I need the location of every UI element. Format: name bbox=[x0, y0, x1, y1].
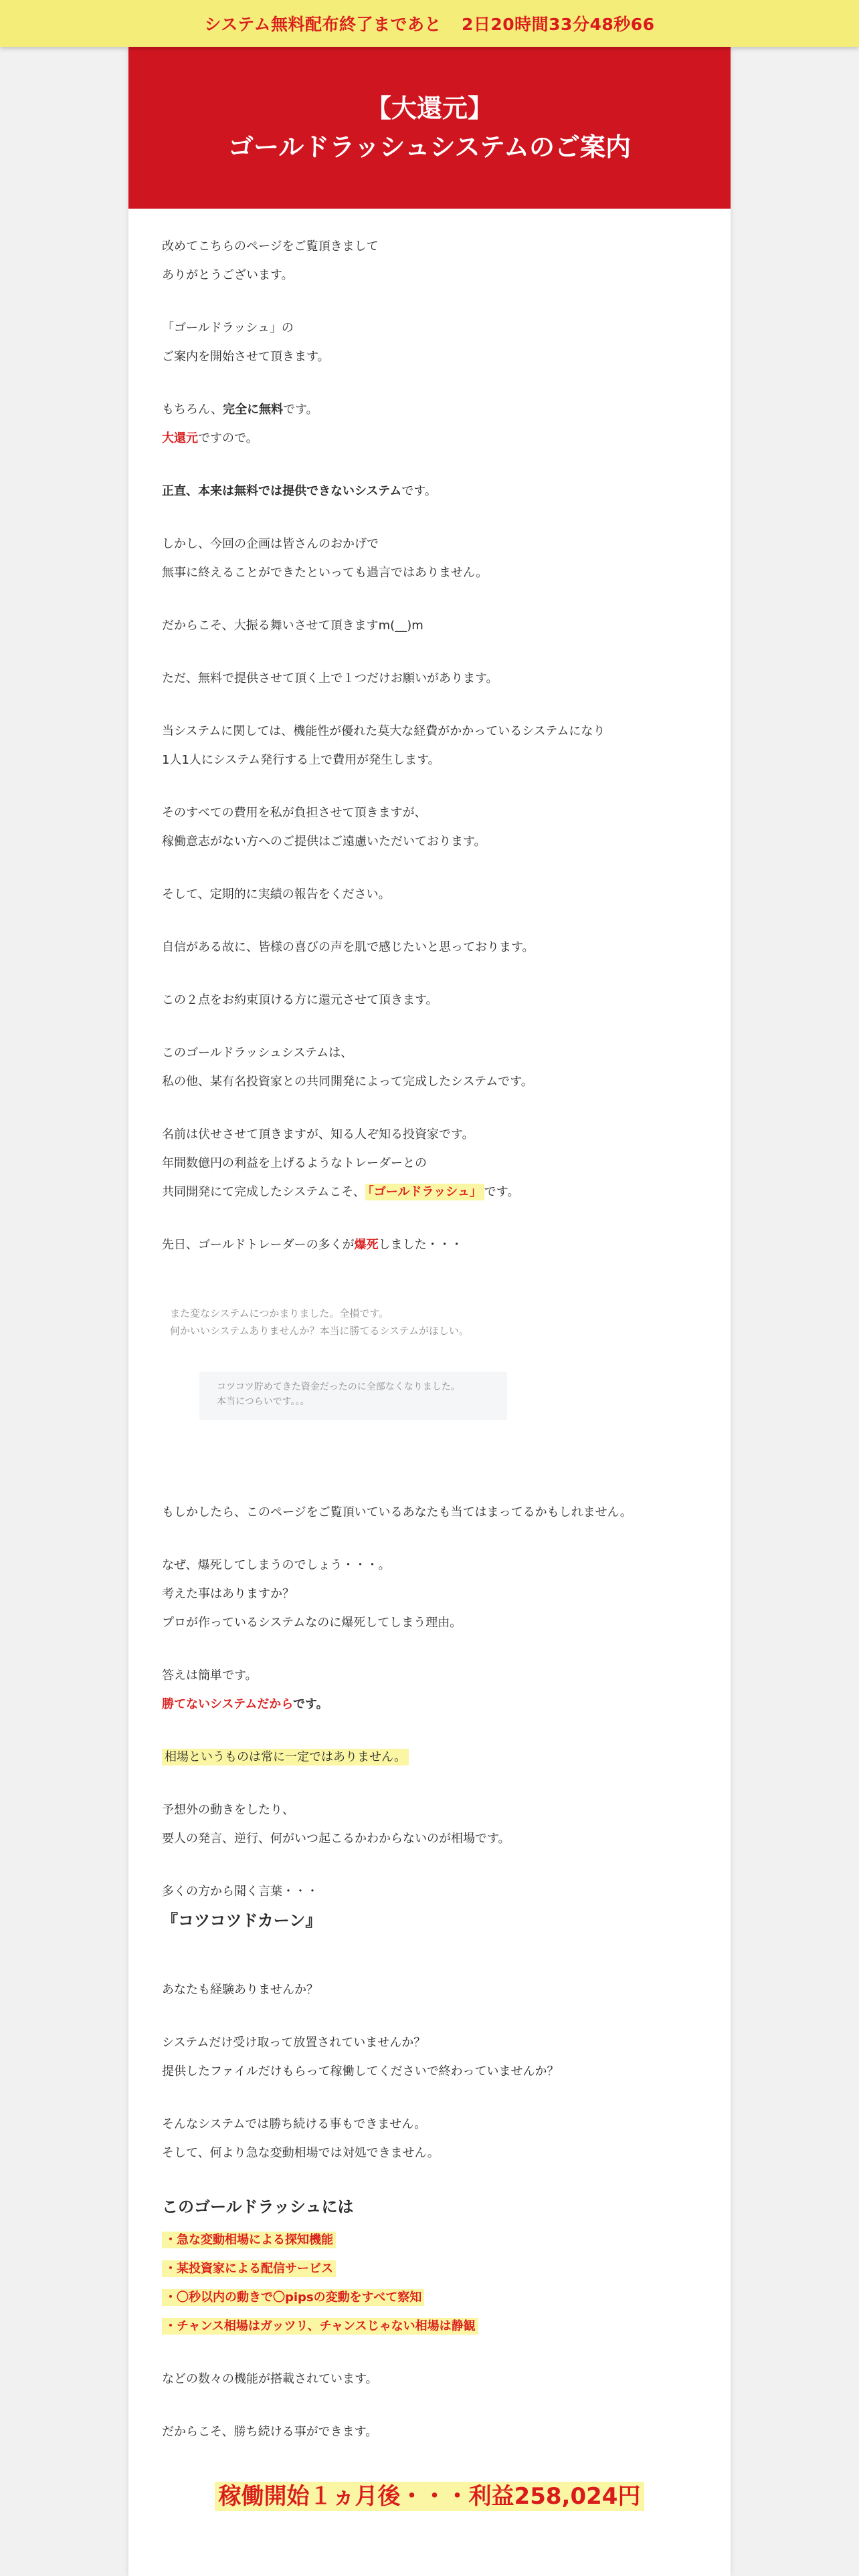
paragraph-line: 名前は伏せさせて頂きますが、知る人ぞ知る投資家です。 bbox=[162, 1128, 474, 1142]
paragraph-line: 考えた事はありますか？ bbox=[162, 1587, 294, 1601]
paragraph-line: 自信がある故に、皆様の喜びの声を肌で感じたいと思っております。 bbox=[162, 940, 535, 954]
red-emphasis-text: 爆死 bbox=[354, 1238, 379, 1252]
paragraph-line: もしかしたら、このページをご覧頂いているあなたも当てはまってるかもしれません。 bbox=[162, 1505, 632, 1519]
paragraph-line bbox=[162, 1749, 409, 1766]
testimonial-line: また変なシステムにつかまりました。全損です。 bbox=[170, 1307, 389, 1319]
paragraph-line: 正直、本来は無料では提供できないシステムです。 bbox=[162, 484, 437, 498]
paragraph-line: ご案内を開始させて頂きます。 bbox=[162, 350, 330, 364]
testimonial-line: 本当につらいです。。。 bbox=[217, 1396, 310, 1407]
feature-item: ・〇秒以内の動きで〇pipsの変動をすべて察知 bbox=[162, 2289, 424, 2306]
paragraph-line: 大還元ですので。 bbox=[162, 431, 258, 445]
paragraph-line: 提供したファイルだけもらって稼働してくださいで終わっていませんか？ bbox=[162, 2064, 559, 2078]
paragraph-line: 1人1人にシステム発行する上で費用が発生します。 bbox=[162, 753, 440, 767]
testimonial-reply-box bbox=[199, 1372, 507, 1420]
paragraph-line: そして、定期的に実績の報告をください。 bbox=[162, 887, 391, 901]
feature-item: ・某投資家による配信サービス bbox=[162, 2260, 336, 2278]
highlight-text: 相場というものは常に一定ではありません。 bbox=[162, 1749, 409, 1765]
paragraph-line: 私の他、某有名投資家との共同開発によって完成したシステムです。 bbox=[162, 1075, 533, 1089]
hero-banner bbox=[128, 47, 731, 209]
paragraph-line: 稼働意志がない方へのご提供はご遠慮いただいております。 bbox=[162, 835, 486, 849]
paragraph-line: だからこそ、大振る舞いさせて頂きますm(__)m bbox=[162, 619, 423, 633]
paragraph-line: そのすべての費用を私が負担させて頂きますが、 bbox=[162, 806, 427, 820]
highlight-text: 「ゴールドラッシュ」 bbox=[365, 1184, 484, 1200]
paragraph-line: 予想外の動きをしたり、 bbox=[162, 1803, 294, 1817]
content-card bbox=[128, 47, 731, 2576]
emphasis-text: 本来は無料では提供できないシステム bbox=[198, 484, 402, 498]
feature-item: ・急な変動相場による探知機能 bbox=[162, 2232, 336, 2249]
paragraph-line: なぜ、爆死してしまうのでしょう・・・。 bbox=[162, 1558, 391, 1572]
profit-headline: 稼働開始１ヵ月後・・・利益258,024円 bbox=[162, 2478, 697, 2510]
paragraph-line: などの数々の機能が搭載されています。 bbox=[162, 2372, 378, 2386]
paragraph-line: 年間数億円の利益を上げるようなトレーダーとの bbox=[162, 1156, 427, 1170]
paragraph-line: 先日、ゴールドトレーダーの多くが爆死しました・・・ bbox=[162, 1238, 463, 1252]
paragraph-line: ただ、無料で提供させて頂く上で１つだけお願いがあります。 bbox=[162, 671, 498, 685]
paragraph-line: 要人の発言、逆行、何がいつ起こるかわからないのが相場です。 bbox=[162, 1832, 510, 1846]
paragraph-line: この２点をお約束頂ける方に還元させて頂きます。 bbox=[162, 993, 438, 1007]
paragraph-line: 無事に終えることができたといっても過言ではありません。 bbox=[162, 566, 488, 580]
paragraph-line: 共同開発にて完成したシステムこそ、 「ゴールドラッシュ」 です。 bbox=[162, 1185, 520, 1199]
paragraph-line: もちろん、完全に無料です。 bbox=[162, 403, 318, 417]
countdown-label: システム無料配布終了まであと bbox=[204, 15, 442, 34]
countdown-timer: 2日20時間33分48秒66 bbox=[461, 15, 655, 34]
paragraph-line: 答えは簡単です。 bbox=[162, 1669, 258, 1683]
paragraph-line: 「ゴールドラッシュ」の bbox=[162, 321, 294, 335]
paragraph-line: だからこそ、勝ち続ける事ができます。 bbox=[162, 2425, 378, 2439]
paragraph-line: しかし、今回の企画は皆さんのおかげで bbox=[162, 537, 379, 551]
red-emphasis-text: 勝てないシステムだから bbox=[162, 1697, 294, 1711]
emphasis-text: 完全に無料 bbox=[223, 403, 284, 417]
paragraph-line: 勝てないシステムだからです。 bbox=[162, 1697, 328, 1711]
features-heading: このゴールドラッシュには bbox=[162, 2197, 354, 2216]
paragraph-line: あなたも経験ありませんか？ bbox=[162, 1983, 318, 1997]
catchphrase: 『コツコツドカーン』 bbox=[162, 1911, 322, 1930]
countdown-banner bbox=[0, 0, 859, 47]
testimonial-line: 何かいいシステムありませんか？本当に勝てるシステムがほしい。 bbox=[170, 1325, 470, 1337]
paragraph-line: 多くの方から聞く言葉・・・ bbox=[162, 1885, 318, 1899]
paragraph-line: ありがとうございます。 bbox=[162, 268, 294, 282]
paragraph-line: システムだけ受け取って放置されていませんか？ bbox=[162, 2036, 426, 2050]
paragraph-line: プロが作っているシステムなのに爆死してしまう理由。 bbox=[162, 1616, 462, 1630]
paragraph-line: そんなシステムでは勝ち続ける事もできません。 bbox=[162, 2117, 427, 2131]
paragraph-line: 改めてこちらのページをご覧頂きまして bbox=[162, 239, 379, 253]
testimonial-line: コツコツ貯めてきた資金だったのに全部なくなりました。 bbox=[217, 1382, 460, 1392]
paragraph-line: 当システムに関しては、機能性が優れた莫大な経費がかかっているシステムになり bbox=[162, 724, 605, 738]
paragraph-line: そして、何より急な変動相場では対処できません。 bbox=[162, 2146, 440, 2160]
hero-title-line2: ゴールドラッシュシステムのご案内 bbox=[228, 132, 631, 162]
paragraph-line: このゴールドラッシュシステムは、 bbox=[162, 1046, 353, 1060]
red-emphasis-text: 大還元 bbox=[162, 431, 198, 445]
feature-item: ・チャンス相場はガッツリ、チャンスじゃない相場は静観 bbox=[162, 2318, 478, 2335]
testimonial-image bbox=[170, 1299, 531, 1475]
hero-title-line1: 【大還元】 bbox=[365, 94, 493, 123]
